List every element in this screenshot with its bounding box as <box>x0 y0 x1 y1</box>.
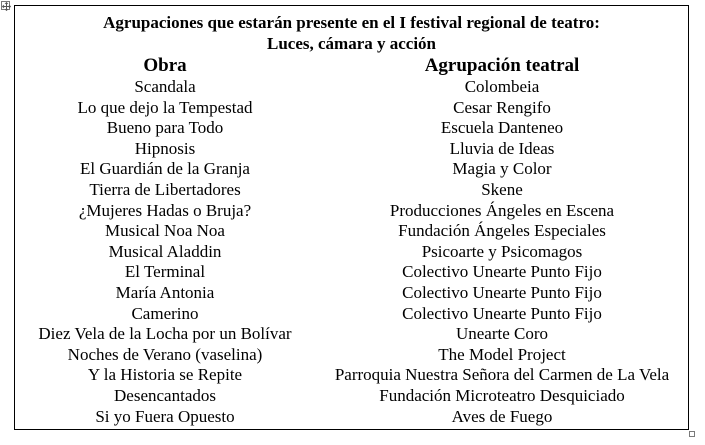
agrupacion-cell: The Model Project <box>438 344 566 364</box>
obra-cell: Diez Vela de la Locha por un Bolívar <box>38 324 292 344</box>
obra-cell: Tierra de Libertadores <box>89 179 241 199</box>
obra-cell: El Terminal <box>124 262 206 282</box>
agrupacion-cell: Lluvia de Ideas <box>449 138 555 158</box>
obra-cell: Si yo Fuera Opuesto <box>95 406 235 426</box>
agrupacion-cell: Psicoarte y Psicomagos <box>421 241 583 261</box>
agrupacion-cell: Colectivo Unearte Punto Fijo <box>402 282 602 302</box>
table-move-handle-icon[interactable] <box>1 1 10 10</box>
obra-cell: María Antonia <box>115 282 215 302</box>
obra-cell: Noches de Verano (vaselina) <box>67 344 263 364</box>
agrupacion-cell: Colombeia <box>464 77 540 96</box>
obra-cell: Bueno para Todo <box>106 118 224 138</box>
agrupacion-list <box>315 77 689 427</box>
obra-cell: El Guardián de la Granja <box>80 159 250 179</box>
obra-cell: Musical Noa Noa <box>105 221 225 241</box>
agrupacion-cell: Parroquia Nuestra Señora del Carmen de La Vela <box>334 365 670 385</box>
agrupacion-cell: Producciones Ángeles en Escena <box>389 200 615 220</box>
agrupacion-cell: Colectivo Unearte Punto Fijo <box>402 303 602 323</box>
document-subtitle: Luces, cámara y acción <box>266 34 437 53</box>
agrupacion-cell: Aves de Fuego <box>451 406 553 426</box>
obra-cell: Desencantados <box>114 385 216 405</box>
obra-cell: Y la Historia se Repite <box>87 365 243 385</box>
agrupacion-cell: Magia y Color <box>452 159 552 179</box>
document-title: Agrupaciones que estarán presente en el I festival regional de teatro: <box>103 13 600 32</box>
obra-cell: Hipnosis <box>134 138 196 158</box>
obra-cell: Musical Aladdin <box>108 241 222 261</box>
document-table[interactable] <box>14 5 689 430</box>
obra-cell: Camerino <box>131 303 199 323</box>
agrupacion-cell: Escuela Danteneo <box>440 118 564 138</box>
obra-column-header: Obra <box>143 55 187 76</box>
agrupacion-cell: Skene <box>481 179 523 199</box>
agrupacion-cell: Fundación Microteatro Desquiciado <box>379 385 625 405</box>
agrupacion-cell: Unearte Coro <box>455 324 549 344</box>
obra-cell: Lo que dejo la Tempestad <box>77 97 253 117</box>
agrupacion-column <box>315 54 689 427</box>
agrupacion-cell: Fundación Ángeles Especiales <box>398 221 606 241</box>
obra-cell: ¿Mujeres Hadas o Bruja? <box>78 200 252 220</box>
obra-cell: Scandala <box>134 77 196 96</box>
obra-column <box>15 54 315 427</box>
obra-list <box>15 77 315 427</box>
agrupacion-column-header: Agrupación teatral <box>424 55 580 76</box>
table-resize-handle-icon[interactable] <box>689 431 695 437</box>
agrupacion-cell: Colectivo Unearte Punto Fijo <box>402 262 602 282</box>
agrupacion-cell: Cesar Rengifo <box>453 97 551 117</box>
